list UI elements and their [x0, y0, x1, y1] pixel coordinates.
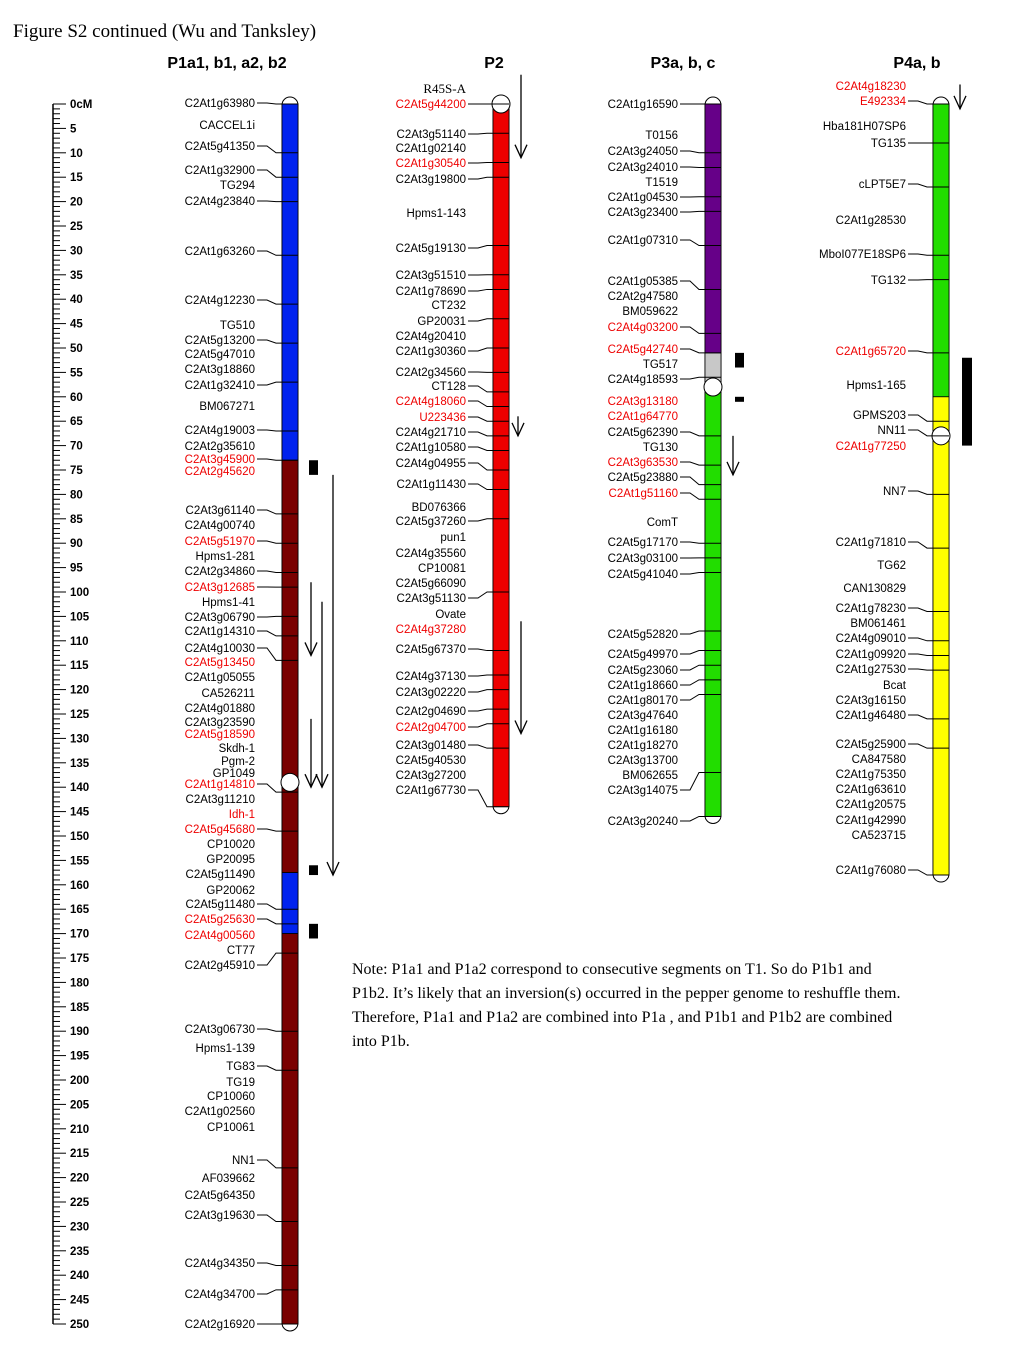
ruler-tick-label: 65 [70, 416, 83, 429]
ruler-tick-label: 125 [70, 709, 90, 721]
marker-label: C2At1g16590 [607, 99, 678, 111]
marker-label: C2At1g32410 [184, 380, 255, 392]
marker-label: C2At5g13450 [184, 657, 255, 669]
marker-label: C2At1g77250 [835, 441, 906, 453]
marker-label: C2At1g63260 [184, 246, 255, 258]
marker-label: C2At5g37260 [395, 516, 466, 528]
marker-label: TG135 [870, 138, 906, 150]
marker-label: CP10081 [418, 563, 466, 575]
marker-label: C2At1g78690 [395, 286, 466, 298]
ruler-tick-label: 120 [70, 684, 90, 697]
marker-label: C2At3g24050 [607, 146, 678, 158]
ruler-tick-label: 220 [70, 1172, 90, 1185]
marker-label: C2At1g78230 [835, 603, 906, 615]
black-bar [309, 865, 318, 875]
centromere [704, 378, 722, 396]
marker-label: C2At1g14310 [184, 626, 255, 638]
marker-label: C2At4g37130 [395, 671, 466, 683]
marker-label: C2At5g25900 [835, 739, 906, 751]
marker-label: C2At3g19800 [395, 174, 466, 186]
ruler-tick-label: 90 [70, 538, 83, 551]
marker-label: CP10061 [207, 1122, 255, 1134]
marker-label: C2At3g23590 [184, 717, 255, 729]
ruler-tick-label: 165 [70, 904, 90, 917]
marker-label: C2At5g41350 [184, 141, 255, 153]
ruler-tick-label: 25 [70, 221, 83, 233]
chromosome-segment [282, 104, 298, 460]
marker-label: C2At4g00740 [184, 520, 255, 532]
ruler-tick-label: 170 [70, 928, 90, 941]
marker-label: C2At1g10580 [395, 442, 466, 454]
marker-label: C2At4g18593 [607, 374, 678, 386]
marker-label: C2At2g35610 [184, 441, 255, 453]
chromosome-segment [933, 397, 949, 875]
marker-label: TG130 [642, 442, 678, 454]
marker-label: NN11 [877, 425, 906, 437]
marker-label: C2At5g52820 [607, 629, 678, 641]
chromosome-segment [493, 104, 509, 807]
marker-label: MboI077E18SP6 [819, 249, 906, 261]
marker-label: C2At1g02140 [395, 143, 466, 155]
marker-label: C2At3g45900 [184, 454, 255, 466]
marker-label: C2At1g18270 [607, 740, 678, 752]
marker-label: C2At3g24010 [607, 162, 678, 174]
marker-label: Hpms1-281 [195, 551, 255, 563]
marker-label: C2At1g80170 [607, 695, 678, 707]
marker-label: C2At4g23840 [184, 196, 255, 208]
marker-label: C2At3g16150 [835, 695, 906, 707]
marker-label: C2At4g18230 [835, 81, 906, 93]
marker-label: GPMS203 [852, 410, 906, 422]
marker-label: Idh-1 [228, 809, 255, 821]
marker-label: C2At3g14075 [607, 785, 678, 797]
marker-label: BM067271 [199, 401, 255, 413]
chromosome-segment [282, 460, 298, 872]
marker-label: C2At1g07310 [607, 235, 678, 247]
ruler-tick-label: 100 [70, 587, 90, 599]
ruler-tick-label: 45 [70, 318, 83, 331]
marker-label: C2At4g34700 [184, 1289, 255, 1301]
marker-label: TG132 [870, 275, 906, 287]
marker-label: NN1 [231, 1155, 255, 1167]
marker-label: C2At5g47010 [184, 349, 255, 361]
marker-label: Hpms1-139 [195, 1043, 255, 1055]
marker-label: C2At2g16920 [184, 1319, 255, 1331]
marker-label: Hpms1-41 [201, 597, 255, 609]
marker-label: C2At1g27530 [835, 664, 906, 676]
marker-label: BD076366 [411, 502, 466, 514]
chromosome-p4 [819, 55, 972, 882]
chromosome-segment [705, 387, 721, 816]
ruler-tick-label: 95 [70, 562, 83, 575]
ruler-tick-label: 15 [70, 172, 83, 185]
marker-label: CA526211 [201, 688, 255, 700]
chromosome-p3 [608, 55, 744, 828]
marker-label: C2At3g19630 [184, 1210, 255, 1222]
ruler-tick-label: 30 [70, 245, 83, 258]
chromosome-segment [705, 104, 721, 353]
marker-label: C2At1g30540 [395, 158, 466, 170]
marker-label: Bcat [882, 680, 906, 692]
chromosome-title: P4a, b [893, 55, 941, 72]
marker-label: C2At3g27200 [395, 770, 466, 782]
ruler-tick-label: 225 [70, 1197, 90, 1209]
ruler-unit-label: 0cM [70, 99, 93, 111]
ruler-tick-label: 140 [70, 782, 90, 795]
ruler-tick-label: 105 [70, 611, 90, 624]
marker-label: C2At1g02560 [184, 1106, 255, 1118]
marker-label: NN7 [882, 486, 906, 498]
marker-label: C2At5g13200 [184, 335, 255, 347]
chromosome-title: P2 [484, 55, 504, 72]
marker-label: C2At1g30360 [395, 346, 466, 358]
marker-label: C2At5g11490 [185, 869, 255, 881]
ruler-tick-label: 80 [70, 489, 83, 502]
marker-label: C2At5g25630 [184, 914, 255, 926]
marker-label: C2At1g64770 [607, 411, 678, 423]
marker-label: C2At5g40530 [395, 755, 466, 767]
marker-label: C2At5g49970 [607, 649, 678, 661]
marker-label: C2At5g51970 [184, 536, 255, 548]
marker-label: C2At2g04690 [395, 706, 466, 718]
marker-label: C2At5g64350 [184, 1190, 255, 1202]
ruler-tick-label: 205 [70, 1099, 90, 1112]
marker-label: C2At4g18060 [395, 396, 466, 408]
marker-label: C2At5g17170 [607, 537, 678, 549]
marker-label: Skdh-1 [218, 743, 255, 755]
marker-label: C2At5g62390 [607, 427, 678, 439]
ruler-tick-label: 155 [70, 855, 90, 868]
marker-label: Hba181H07SP6 [822, 121, 906, 133]
marker-label: U223436 [419, 412, 466, 424]
marker-label: C2At4g19003 [184, 425, 255, 437]
marker-label: CT128 [431, 381, 466, 393]
marker-label: C2At3g02220 [395, 687, 466, 699]
marker-label: C2At3g12685 [184, 582, 255, 594]
marker-label: TG19 [226, 1077, 255, 1089]
marker-label: C2At2g04700 [395, 722, 466, 734]
marker-label: GP20031 [417, 316, 466, 328]
marker-label: C2At3g06790 [184, 612, 255, 624]
marker-label: C2At3g13700 [607, 755, 678, 767]
marker-label: TG517 [642, 359, 678, 371]
marker-label: CA523715 [851, 830, 906, 842]
marker-label: AF039662 [201, 1173, 255, 1185]
ruler-tick-label: 110 [70, 635, 89, 648]
marker-label: C2At5g19130 [395, 243, 466, 255]
marker-label: C2At5g66090 [395, 578, 466, 590]
marker-label: Ovate [435, 609, 466, 621]
ruler-tick-label: 10 [70, 147, 83, 160]
marker-label: C2At5g44200 [395, 99, 466, 111]
marker-label: GP20095 [206, 854, 255, 866]
marker-label: GP1049 [212, 768, 255, 780]
ruler-tick-label: 215 [70, 1148, 90, 1161]
marker-label: CT232 [431, 300, 466, 312]
marker-label: C2At4g10030 [184, 643, 255, 655]
marker-label: C2At2g45910 [184, 960, 255, 972]
ruler-tick-label: 185 [70, 1001, 90, 1014]
marker-label: C2At1g65720 [835, 346, 906, 358]
marker-label: C2At5g11480 [185, 899, 255, 911]
marker-label: C2At2g34560 [395, 367, 466, 379]
marker-label: BM059622 [622, 306, 678, 318]
marker-label: R45S-A [423, 81, 466, 96]
marker-label: CP10020 [207, 839, 255, 851]
marker-label: C2At1g71810 [835, 537, 906, 549]
marker-label: TG62 [877, 560, 906, 572]
marker-label: Hpms1-165 [846, 380, 906, 392]
marker-label: C2At1g05055 [184, 672, 255, 684]
marker-label: C2At3g63530 [607, 457, 678, 469]
marker-label: C2At4g21710 [395, 427, 466, 439]
marker-label: C2At3g23400 [607, 207, 678, 219]
black-bar [962, 358, 972, 446]
marker-label: CT77 [226, 945, 255, 957]
marker-label: Hpms1-143 [406, 208, 466, 220]
ruler-tick-label: 70 [70, 440, 83, 453]
marker-label: TG83 [226, 1061, 255, 1073]
marker-label: C2At1g75350 [835, 769, 906, 781]
ruler-tick-label: 135 [70, 757, 90, 770]
marker-label: C2At5g67370 [395, 644, 466, 656]
black-bar [309, 924, 318, 939]
black-bar [309, 460, 318, 475]
marker-label: C2At3g06730 [184, 1024, 255, 1036]
ruler-tick-label: 130 [70, 733, 90, 746]
ruler-tick-label: 85 [70, 513, 83, 526]
marker-label: C2At3g18860 [184, 364, 255, 376]
centromere [281, 773, 299, 791]
marker-label: C2At2g47580 [607, 291, 678, 303]
marker-label: C2At1g63980 [184, 98, 255, 110]
marker-label: C2At1g67730 [395, 785, 466, 797]
chromosome-p2 [396, 55, 527, 814]
marker-label: C2At3g51140 [396, 129, 466, 141]
marker-label: C2At4g03200 [607, 322, 678, 334]
marker-label: C2At5g18590 [184, 729, 255, 741]
marker-label: cLPT5E7 [858, 179, 906, 191]
ruler-tick-label: 245 [70, 1294, 90, 1307]
marker-label: C2At1g05385 [607, 276, 678, 288]
marker-label: CAN130829 [843, 583, 906, 595]
ruler-tick-label: 175 [70, 953, 90, 965]
marker-label: C2At1g20575 [835, 799, 906, 811]
marker-label: TG294 [219, 180, 255, 192]
marker-label: E492334 [859, 96, 906, 108]
marker-label: C2At1g04530 [607, 192, 678, 204]
ruler-tick-label: 240 [70, 1270, 90, 1283]
chromosome-title: P1a1, b1, a2, b2 [167, 55, 287, 72]
marker-label: pun1 [440, 532, 466, 544]
marker-label: C2At4g09010 [835, 633, 906, 645]
ruler-tick-label: 250 [70, 1319, 90, 1331]
marker-label: C2At5g23880 [607, 472, 678, 484]
ruler-tick-label: 115 [70, 660, 89, 673]
figure-title: Figure S2 continued (Wu and Tanksley) [13, 21, 317, 42]
marker-label: C2At3g47640 [607, 710, 678, 722]
marker-label: C2At3g61140 [185, 505, 255, 517]
marker-label: T1519 [645, 177, 678, 189]
marker-label: C2At3g20240 [607, 816, 678, 828]
ruler-tick-label: 210 [70, 1123, 90, 1136]
marker-label: BM061461 [850, 618, 906, 630]
figure-note: Note: P1a1 and P1a2 correspond to consecutive segments on T1. So do P1b1 and P1b2. It’s likely that an inversion(s) occurred in the pepper genome to reshuffle them. Therefore, P1a1 and P1a2 are combined into P1a , and P1b1 and P1b2 are combined into P1b. [352, 961, 901, 1050]
cm-ruler [53, 99, 92, 1331]
marker-label: CACCEL1i [199, 120, 255, 132]
marker-label: C2At1g42990 [835, 815, 906, 827]
ruler-tick-label: 5 [70, 123, 77, 136]
black-bar [735, 397, 744, 402]
marker-label: TG510 [219, 320, 255, 332]
marker-label: C2At1g18660 [607, 680, 678, 692]
ruler-tick-label: 180 [70, 977, 90, 990]
chromosome-group [167, 55, 972, 1331]
marker-label: C2At1g16180 [607, 725, 678, 737]
marker-label: C2At1g11430 [396, 479, 466, 491]
marker-label: C2At2g45620 [184, 466, 255, 478]
marker-label: C2At1g51160 [608, 488, 678, 500]
marker-label: C2At4g12230 [184, 295, 255, 307]
marker-label: C2At4g04955 [395, 458, 466, 470]
marker-label: C2At3g13180 [607, 396, 678, 408]
ruler-tick-label: 190 [70, 1026, 90, 1039]
marker-label: C2At1g63610 [835, 784, 906, 796]
marker-label: CA847580 [851, 754, 906, 766]
ruler-tick-label: 50 [70, 343, 83, 355]
marker-label: C2At1g28530 [835, 215, 906, 227]
ruler-tick-label: 145 [70, 806, 90, 819]
marker-label: BM062655 [622, 770, 678, 782]
marker-label: C2At3g03100 [607, 553, 678, 565]
ruler-tick-label: 230 [70, 1221, 90, 1234]
marker-label: ComT [646, 517, 678, 529]
ruler-tick-label: 20 [70, 196, 83, 209]
marker-label: C2At5g42740 [607, 344, 678, 356]
marker-label: C2At3g51510 [395, 270, 466, 282]
marker-label: C2At1g09920 [835, 649, 906, 661]
ruler-tick-label: 200 [70, 1075, 90, 1087]
marker-label: C2At1g76080 [835, 865, 906, 877]
marker-label: C2At4g35560 [395, 548, 466, 560]
marker-label: CP10060 [207, 1091, 255, 1103]
ruler-tick-label: 235 [70, 1245, 90, 1258]
black-bar [735, 353, 744, 368]
marker-label: C2At3g01480 [395, 740, 466, 752]
ruler-tick-label: 35 [70, 269, 83, 282]
marker-label: C2At5g23060 [607, 665, 678, 677]
marker-label: C2At1g14810 [184, 779, 255, 791]
chromosome-title: P3a, b, c [650, 55, 716, 72]
ruler-tick-label: 60 [70, 391, 83, 404]
ruler-tick-label: 195 [70, 1050, 90, 1063]
marker-label: C2At2g34860 [184, 566, 255, 578]
marker-label: C2At1g46480 [835, 710, 906, 722]
ruler-tick-label: 55 [70, 367, 83, 380]
marker-label: GP20062 [206, 885, 255, 897]
marker-label: T0156 [645, 130, 678, 142]
marker-label: C2At4g00560 [184, 930, 255, 942]
ruler-tick-label: 75 [70, 465, 83, 477]
marker-label: C2At3g11210 [185, 794, 255, 806]
chromosome-segment [282, 873, 298, 934]
ruler-tick-label: 160 [70, 879, 90, 892]
marker-label: C2At4g20410 [395, 331, 466, 343]
marker-label: C2At4g01880 [184, 703, 255, 715]
marker-label: C2At4g37280 [395, 624, 466, 636]
marker-label: C2At3g51130 [396, 593, 466, 605]
marker-label: C2At5g45680 [184, 824, 255, 836]
ruler-tick-label: 40 [70, 294, 83, 307]
marker-label: C2At1g32900 [184, 165, 255, 177]
marker-label: Pgm-2 [221, 756, 255, 768]
marker-label: C2At4g34350 [184, 1258, 255, 1270]
chromosome-p1 [167, 55, 339, 1331]
marker-label: C2At5g41040 [607, 569, 678, 581]
ruler-tick-label: 150 [70, 831, 90, 843]
